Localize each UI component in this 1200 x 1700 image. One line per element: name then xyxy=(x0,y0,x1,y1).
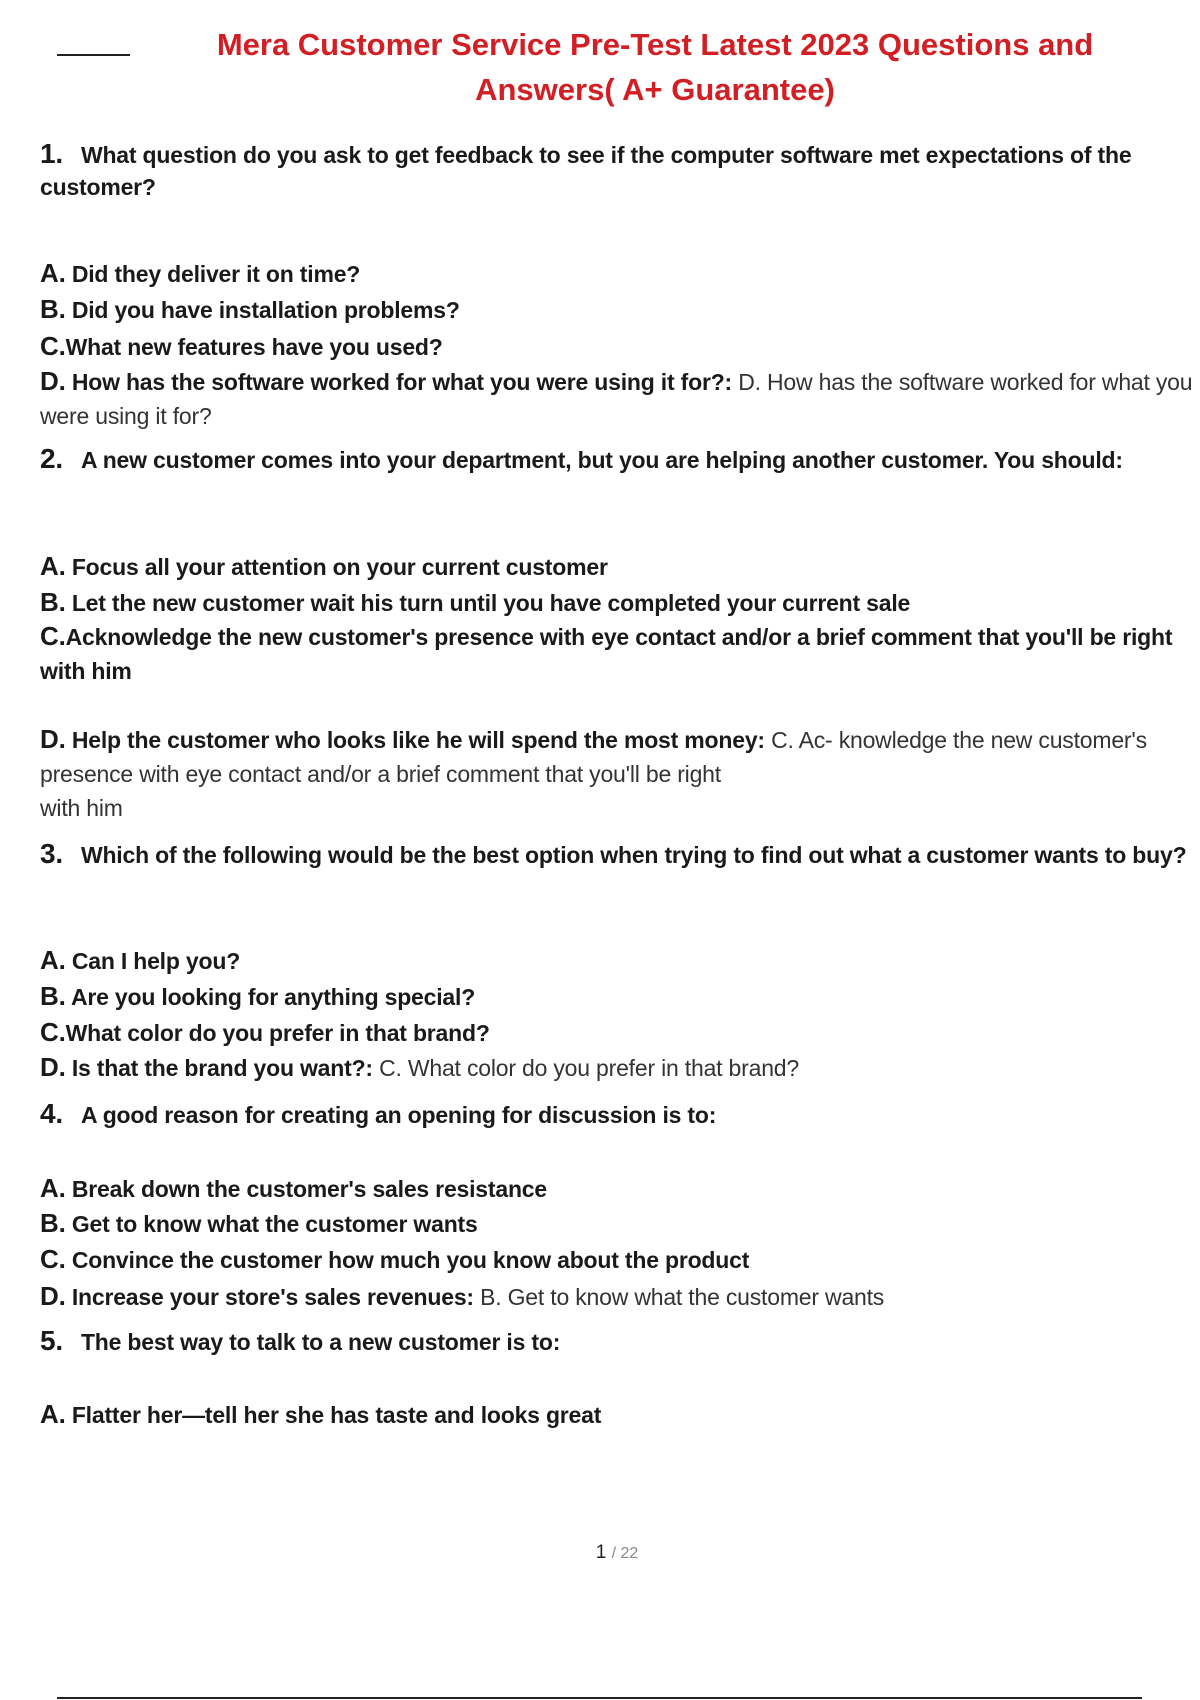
question-number: 4. xyxy=(40,1098,63,1129)
option-1a xyxy=(40,256,1200,291)
option-2c xyxy=(40,619,1200,688)
question-5 xyxy=(40,1325,1190,1358)
question-text: A new customer comes into your department, but you are helping another customer. You should: xyxy=(80,447,1123,473)
option-text: Convince the customer how much you know about the product xyxy=(71,1247,750,1273)
answer-text-cont: with him xyxy=(40,795,123,821)
option-text: Did they deliver it on time? xyxy=(71,261,361,287)
option-letter: D. xyxy=(40,1052,66,1082)
option-letter: D. xyxy=(40,366,66,396)
document-title xyxy=(160,22,1150,112)
option-text: Get to know what the customer wants xyxy=(71,1211,478,1237)
option-text: Did you have installation problems? xyxy=(71,297,460,323)
question-text: Which of the following would be the best option when trying to find out what a customer wants to buy? xyxy=(80,842,1187,868)
title-line-2: Answers( A+ Guarantee) xyxy=(475,72,835,107)
option-4a xyxy=(40,1171,1200,1206)
option-letter: A. xyxy=(40,551,66,581)
question-number: 5. xyxy=(40,1325,63,1356)
option-5a xyxy=(40,1397,1200,1432)
option-1b xyxy=(40,292,1200,327)
option-letter: B. xyxy=(40,981,66,1011)
footer-rule xyxy=(57,1697,1142,1699)
page-current: 1 xyxy=(595,1542,607,1563)
option-text: Increase your store's sales revenues: xyxy=(71,1284,474,1310)
option-1d xyxy=(40,364,1200,433)
option-1c xyxy=(40,329,1200,364)
option-text: Flatter her—tell her she has taste and looks great xyxy=(71,1402,602,1428)
option-3b xyxy=(40,979,1200,1014)
header-rule xyxy=(57,54,130,56)
option-text: Acknowledge the new customer's presence with eye contact and/or a brief comment that you'll be right xyxy=(65,624,1173,650)
option-letter: C. xyxy=(40,1244,66,1274)
option-letter: B. xyxy=(40,1208,66,1238)
option-text: Can I help you? xyxy=(71,948,241,974)
question-4 xyxy=(40,1098,1190,1131)
question-number: 1. xyxy=(40,138,63,169)
option-3d xyxy=(40,1050,1200,1085)
question-number: 2. xyxy=(40,443,63,474)
option-letter: A. xyxy=(40,1399,66,1429)
option-3c xyxy=(40,1015,1200,1050)
option-text: What new features have you used? xyxy=(65,334,443,360)
option-letter: A. xyxy=(40,258,66,288)
option-2d xyxy=(40,722,1200,825)
option-4b xyxy=(40,1206,1200,1241)
question-3 xyxy=(40,838,1190,871)
question-text: A good reason for creating an opening for discussion is to: xyxy=(80,1102,717,1128)
question-2 xyxy=(40,443,1190,476)
option-letter: B. xyxy=(40,587,66,617)
answer-text: C. Ac- knowledge the new customer's presence with eye contact and/or a brief comment that you'll be right xyxy=(40,727,1147,787)
option-letter: C. xyxy=(40,621,66,651)
page-total: / 22 xyxy=(611,1545,639,1562)
option-2b xyxy=(40,585,1200,620)
option-letter: B. xyxy=(40,294,66,324)
option-text: Is that the brand you want?: xyxy=(71,1055,373,1081)
option-letter: A. xyxy=(40,1173,66,1203)
option-text: How has the software worked for what you were using it for?: xyxy=(71,369,733,395)
option-text: Let the new customer wait his turn until you have completed your current sale xyxy=(71,590,911,616)
page-indicator xyxy=(0,1542,1200,1564)
option-2a xyxy=(40,549,1200,584)
option-text: Are you looking for anything special? xyxy=(70,984,476,1010)
option-3a xyxy=(40,943,1200,978)
option-text: Break down the customer's sales resistance xyxy=(71,1176,547,1202)
answer-text: D. How has the software worked for what you were using it for? xyxy=(40,369,1193,429)
question-text: What question do you ask to get feedback to see if the computer software met expectations of the customer? xyxy=(40,142,1132,200)
option-text: Help the customer who looks like he will spend the most money: xyxy=(71,727,765,753)
question-text: The best way to talk to a new customer is to: xyxy=(80,1329,561,1355)
option-letter: C. xyxy=(40,331,66,361)
option-text: Focus all your attention on your current customer xyxy=(71,554,608,580)
option-letter: C. xyxy=(40,1017,66,1047)
answer-text: B. Get to know what the customer wants xyxy=(473,1284,885,1310)
question-number: 3. xyxy=(40,838,63,869)
option-text-cont: with him xyxy=(40,658,132,684)
option-4d xyxy=(40,1279,1200,1314)
option-letter: D. xyxy=(40,724,66,754)
option-4c xyxy=(40,1242,1200,1277)
question-1 xyxy=(40,138,1190,203)
option-letter: D. xyxy=(40,1281,66,1311)
title-line-1: Mera Customer Service Pre-Test Latest 2023 Questions and xyxy=(216,27,1094,62)
option-text: What color do you prefer in that brand? xyxy=(65,1020,490,1046)
answer-text: C. What color do you prefer in that brand? xyxy=(372,1055,799,1081)
option-letter: A. xyxy=(40,945,66,975)
